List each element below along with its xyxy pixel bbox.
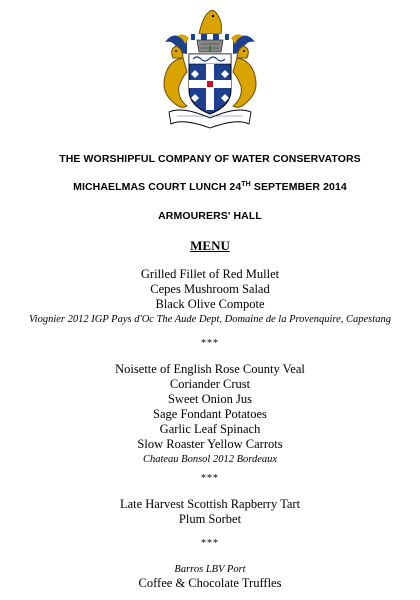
venue: ARMOURERS' HALL [158, 210, 262, 222]
wine-pairing: Viognier 2012 IGP Pays d'Oc The Aude Dept, Domaine de la Provenquire, Capestang [29, 314, 391, 325]
dish: Late Harvest Scottish Rapberry Tart [119, 497, 301, 511]
event-title-rest: SEPTEMBER 2014 [250, 181, 347, 193]
company-name: THE WORSHIPFUL COMPANY OF WATER CONSERVATORS [59, 153, 361, 165]
dish: Noisette of English Rose County Veal [115, 362, 305, 376]
dish: Grilled Fillet of Red Mullet [140, 267, 280, 281]
dish: Sweet Onion Jus [167, 392, 253, 406]
dish: Sage Fondant Potatoes [153, 407, 267, 421]
event-day-suffix: TH [241, 181, 251, 188]
event-title [0, 181, 420, 193]
course-separator: *** [201, 538, 219, 549]
dish: Coriander Crust [169, 377, 251, 391]
wine-pairing: Barros LBV Port [174, 564, 246, 575]
dish: Slow Roaster Yellow Carrots [137, 437, 283, 451]
dish: Cepes Mushroom Salad [150, 282, 270, 296]
coat-of-arms-crest [143, 6, 277, 134]
menu-title: MENU [190, 238, 230, 253]
event-title-main: MICHAELMAS COURT LUNCH 24 [73, 181, 242, 193]
dish: Black Olive Compote [155, 297, 265, 311]
wine-pairing: Chateau Bonsol 2012 Bordeaux [142, 454, 278, 465]
dish: Garlic Leaf Spinach [159, 422, 261, 436]
course-separator: *** [201, 338, 219, 349]
dish: Coffee & Chocolate Truffles [138, 576, 282, 590]
course-separator: *** [201, 473, 219, 484]
dish: Plum Sorbet [178, 512, 242, 526]
